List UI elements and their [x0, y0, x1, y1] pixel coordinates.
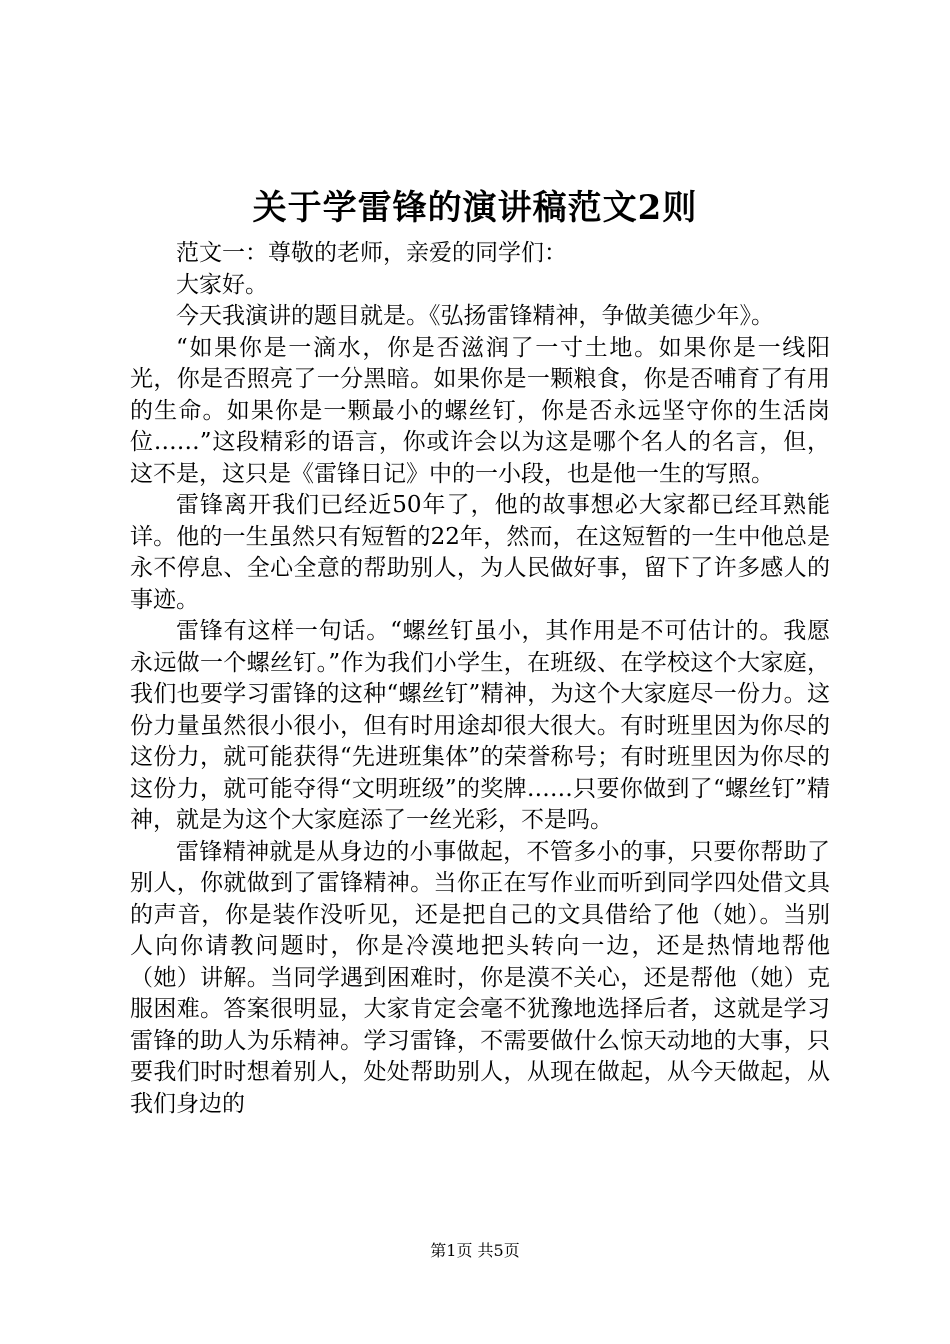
paragraph-small-deeds: 雷锋精神就是从身边的小事做起，不管多小的事，只要你帮助了别人，你就做到了雷锋精神。当你正在写作业而听到同学四处借文具的声音，你是装作没听见，还是把自己的文具借给了他（她）。当别人向你请教问题时，你是冷漠地把头转向一边，还是热情地帮他（她）讲解。当同学遇到困难时，你是漠不关心，还是帮他（她）克服困难。答案很明显，大家肯定会毫不犹豫地选择后者，这就是学习雷锋的助人为乐精神。学习雷锋，不需要做什么惊天动地的大事，只要我们时时想着别人，处处帮助别人，从现在做起，从今天做起，从我们身边的	[130, 838, 830, 1117]
paragraph-topic: 今天我演讲的题目就是。《弘扬雷锋精神，争做美德少年》。	[176, 303, 774, 329]
page-footer: 第1页 共5页	[430, 1241, 520, 1260]
paragraph-screw-spirit: 雷锋有这样一句话。“螺丝钉虽小，其作用是不可估计的。我愿永远做一个螺丝钉。”作为我们小学生，在班级、在学校这个大家庭，我们也要学习雷锋的这种“螺丝钉”精神，为这个大家庭尽一份力。这份力量虽然很小很小，但有时用途却很大很大。有时班里因为你尽的这份力，就可能获得“先进班集体”的荣誉称号；有时班里因为你尽的这份力，就可能夺得“文明班级”的奖牌……只要你做到了“螺丝钉”精神，就是为这个大家庭添了一丝光彩，不是吗。	[130, 618, 830, 833]
paragraph-history: 雷锋离开我们已经近50年了，他的故事想必大家都已经耳熟能详。他的一生虽然只有短暂的22年，然而，在这短暂的一生中他总是永不停息、全心全意的帮助别人，为人民做好事，留下了许多感人的事迹。	[130, 492, 830, 613]
document-title: 关于学雷锋的演讲稿范文2则	[252, 188, 698, 228]
document-body	[130, 238, 830, 1120]
paragraph-quote: “如果你是一滴水，你是否滋润了一寸土地。如果你是一线阳光，你是否照亮了一分黑暗。如果你是一颗粮食，你是否哺育了有用的生命。如果你是一颗最小的螺丝钉，你是否永远坚守你的生活岗位……”这段精彩的语言，你或许会以为这是哪个名人的名言，但，这不是，这只是《雷锋日记》中的一小段，也是他一生的写照。	[130, 334, 830, 487]
paragraph-hello: 大家好。	[176, 271, 268, 298]
paragraph-greeting: 范文一：尊敬的老师，亲爱的同学们：	[176, 240, 567, 266]
